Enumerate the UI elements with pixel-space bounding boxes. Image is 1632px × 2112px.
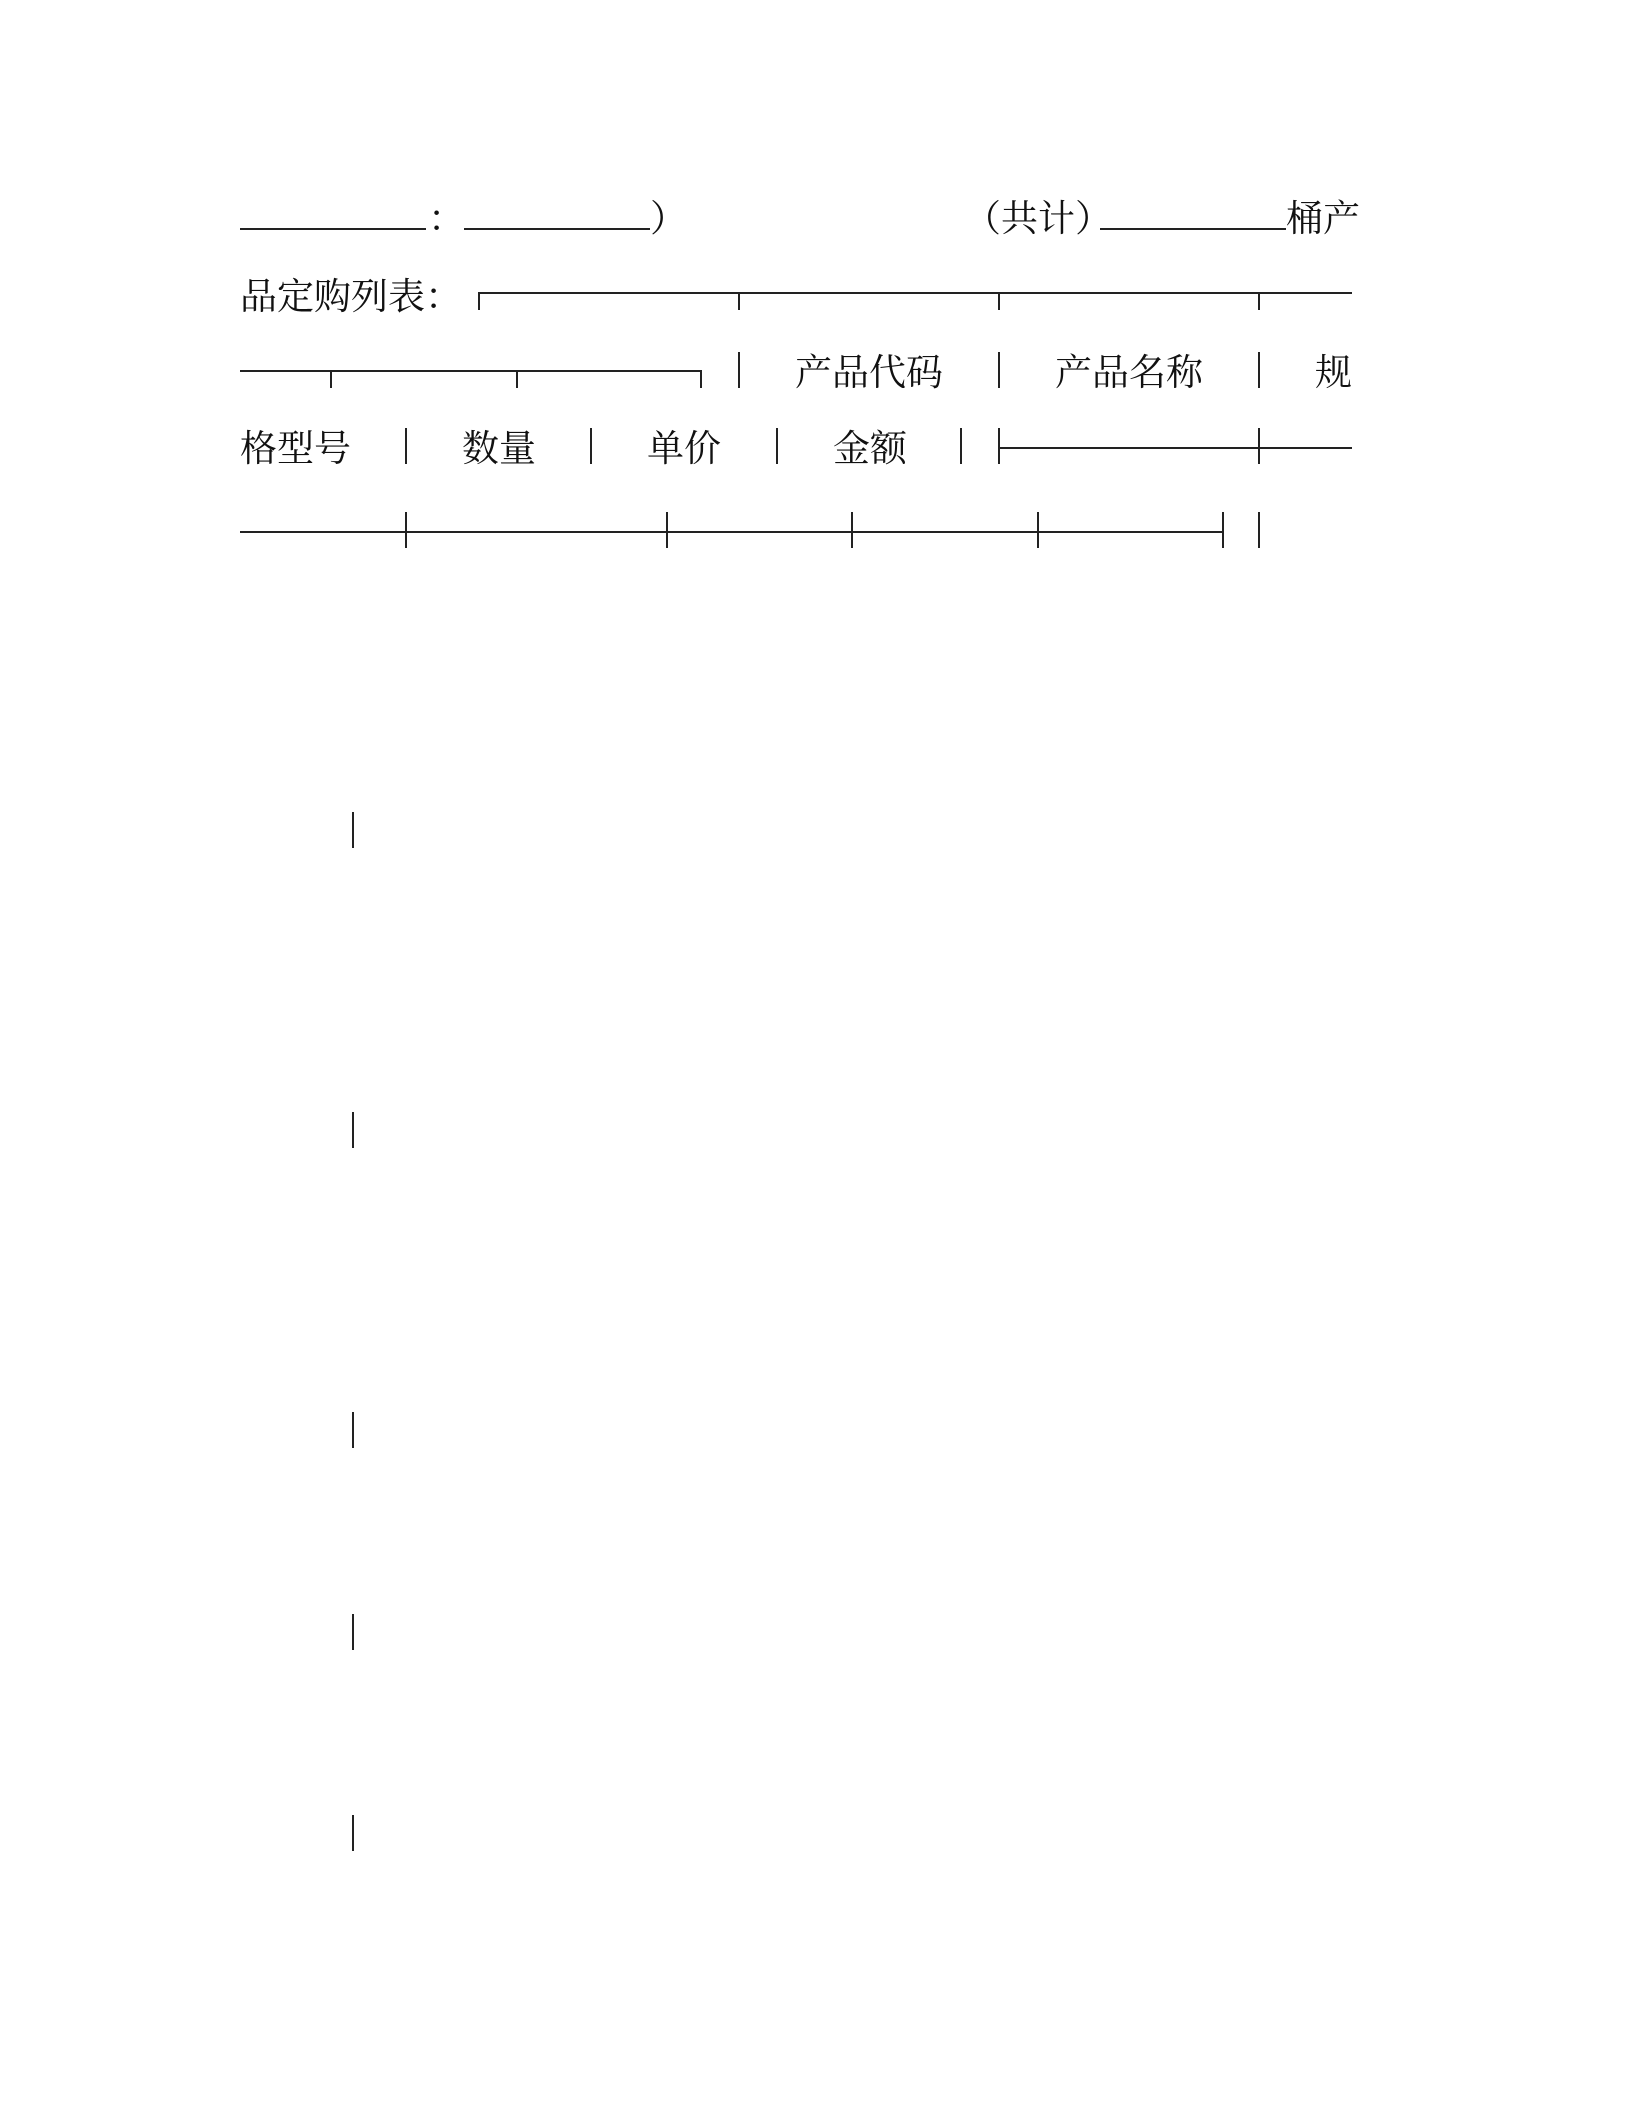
column-divider: [998, 428, 1000, 464]
table-tick: [1258, 512, 1260, 548]
table-bottom-rule: [240, 531, 1222, 533]
header-quantity: 数量: [462, 427, 536, 470]
blank-field-total[interactable]: [1100, 196, 1286, 236]
table-tick: [851, 512, 853, 548]
row-marker: [352, 812, 354, 848]
column-divider: [960, 428, 962, 464]
header-amount: 金额: [833, 427, 907, 470]
table-tick: [738, 292, 740, 310]
column-divider: [1258, 352, 1260, 388]
header-spec-part1: 规: [1315, 351, 1352, 394]
table-tick: [1222, 512, 1224, 548]
colon: ：: [428, 197, 465, 240]
header-product-name: 产品名称: [1055, 351, 1203, 394]
table-tick: [1258, 292, 1260, 310]
header-spec-part2: 格型号: [240, 427, 351, 470]
column-divider: [405, 428, 407, 464]
table-tick: [700, 370, 702, 388]
column-divider: [776, 428, 778, 464]
table-top-rule: [478, 292, 1352, 294]
table-rule: [998, 447, 1352, 449]
column-divider: [738, 352, 740, 388]
blank-field-1[interactable]: [240, 196, 426, 236]
table-tick: [478, 292, 480, 310]
row-marker: [352, 1815, 354, 1851]
unit-tail: 桶产: [1286, 197, 1360, 240]
row-marker: [352, 1412, 354, 1448]
table-tick: [330, 370, 332, 388]
row-marker: [352, 1112, 354, 1148]
column-divider: [998, 352, 1000, 388]
row-marker: [352, 1614, 354, 1650]
table-tick: [1258, 428, 1260, 464]
product-order-list-label: 品定购列表：: [240, 275, 462, 318]
total-label: （共计）: [964, 197, 1112, 240]
table-tick: [516, 370, 518, 388]
header-unit-price: 单价: [647, 427, 721, 470]
table-tick: [998, 292, 1000, 310]
blank-field-2[interactable]: [464, 196, 650, 236]
table-tick: [1037, 512, 1039, 548]
table-rule: [240, 370, 702, 372]
table-tick: [405, 512, 407, 548]
close-paren: ）: [650, 197, 687, 240]
table-tick: [666, 512, 668, 548]
header-product-code: 产品代码: [795, 351, 943, 394]
column-divider: [590, 428, 592, 464]
